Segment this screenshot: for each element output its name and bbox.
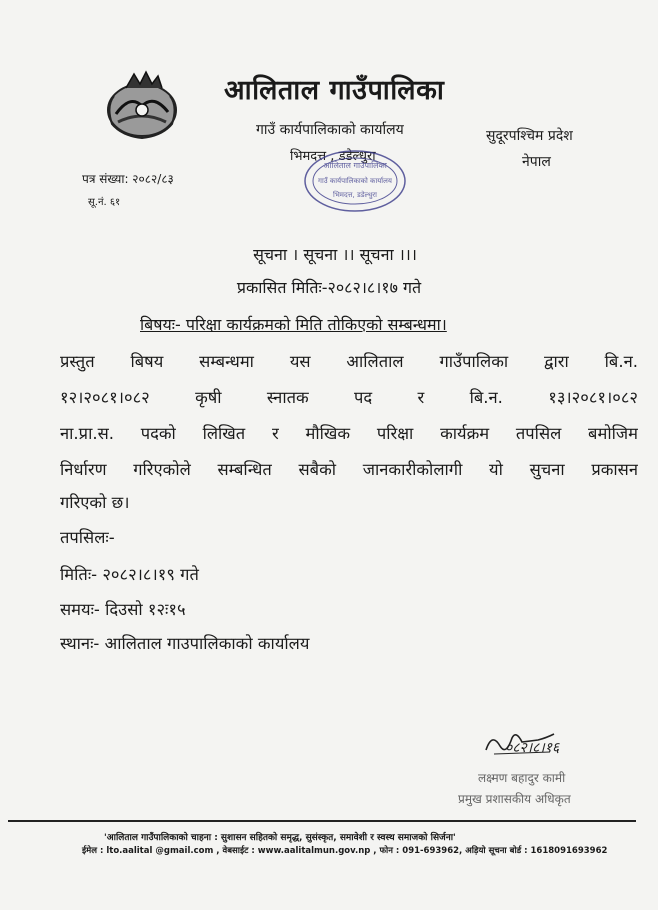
letter-reference-number: पत्र संख्या: २०८२/८३ bbox=[82, 172, 174, 186]
stamp-line-1: आलिताल गाउँपालिका bbox=[323, 161, 387, 170]
body-line: प्रस्तुत बिषय सम्बन्धमा यस आलिताल गाउँपालिका द्वारा बि.न. bbox=[60, 352, 638, 371]
schedule-label: तपसिलः- bbox=[60, 528, 115, 547]
nepal-emblem-icon bbox=[96, 66, 188, 142]
stamp-line-2: गाउँ कार्यपालिकाको कार्यालय bbox=[318, 177, 392, 185]
exam-time: समयः- दिउसो १२ः१५ bbox=[60, 600, 186, 619]
footer-divider bbox=[8, 820, 636, 822]
body-line: निर्धारण गरिएकोले सम्बन्धित सबैको जानकारीकोलागी यो सुचना प्रकासन bbox=[60, 460, 638, 479]
office-name: गाउँ कार्यपालिकाको कार्यालय bbox=[256, 122, 404, 138]
municipality-title: आलिताल गाउँपालिका bbox=[224, 75, 445, 106]
exam-venue: स्थानः- आलिताल गाउपालिकाको कार्यालय bbox=[60, 634, 310, 653]
signer-title: प्रमुख प्रशासकीय अधिकृत bbox=[458, 792, 571, 806]
notice-subject: बिषयः- परिक्षा कार्यक्रमको मिति तोकिएको सम्बन्धमा। bbox=[140, 315, 447, 334]
notice-heading: सूचना । सूचना ।। सूचना ।।। bbox=[253, 245, 417, 264]
country-name: नेपाल bbox=[522, 154, 551, 170]
footer-contact: ईमेल : lto.aalital @gmail.com , वेबसाईट : www.aalitalmun.gov.np , फोन : 091-693962, अड़ियो सूचना बोर्ड : 1618091693962 bbox=[82, 846, 608, 856]
body-line: गरिएको छ। bbox=[60, 493, 130, 512]
office-stamp-icon bbox=[300, 146, 410, 216]
footer-tagline: 'आलिताल गाउँपालिकाको चाहना : सुशासन सहितको समृद्ध, सुसंस्कृत, समावेशी र स्वस्थ समाजको सिर्जना' bbox=[104, 833, 456, 843]
stamp-line-3: भिमदत्त, डडेल्धुरा bbox=[333, 191, 377, 199]
office-place: भिमदत्त , डडेल्धुरा bbox=[290, 149, 376, 164]
signer-name: लक्ष्मण बहादुर कामी bbox=[478, 771, 566, 785]
published-date: प्रकासित मितिः-२०८२।८।१७ गते bbox=[236, 278, 422, 297]
body-line: ना.प्रा.स. पदको लिखित र मौखिक परिक्षा कार्यक्रम तपसिल बमोजिम bbox=[60, 424, 638, 443]
signature-date: ०८२।८।१६ bbox=[505, 740, 560, 756]
province-name: सुदूरपश्चिम प्रदेश bbox=[486, 128, 573, 144]
dispatch-number: सू.नं. ६१ bbox=[88, 197, 121, 208]
exam-date: मितिः- २०८२।८।१९ गते bbox=[60, 565, 199, 584]
body-line: १२।२०८१।०८२ कृषी स्नातक पद र बि.न. १३।२०८१।०८२ bbox=[60, 388, 638, 407]
